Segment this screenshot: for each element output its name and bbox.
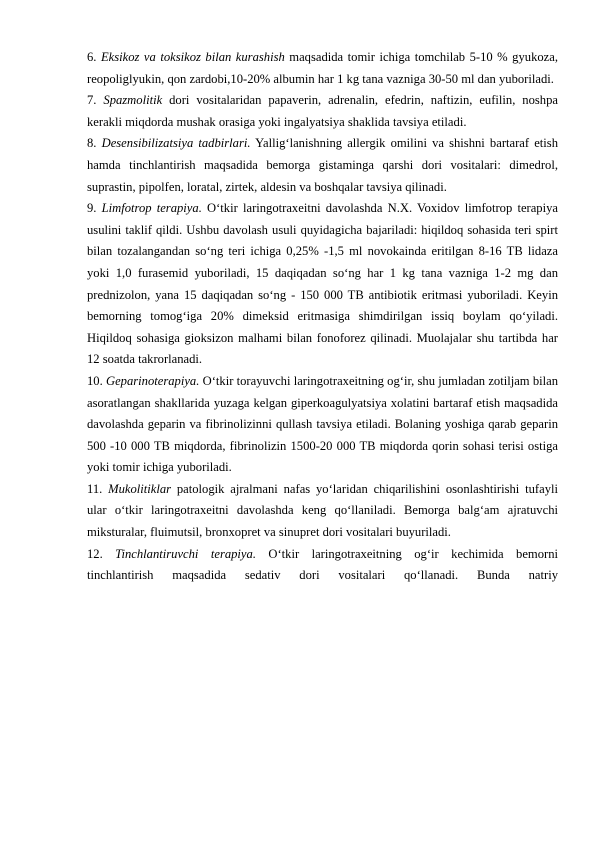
paragraph-number: 10. — [87, 373, 106, 388]
paragraph-11 — [87, 479, 558, 544]
paragraph-text: Yallig‘lanishning allergik omilini va shishni bartaraf etish hamda tinchlantirish maqsadida bemorga gistaminga qarshi dori vositalari: dimedrol, suprastin, pipolfen, loratal, zirtek, aldesin va boshqalar tavsiya qilinadi. — [87, 136, 559, 194]
paragraph-term: Tinchlantiruvchi terapiya. — [115, 546, 256, 561]
paragraph-term: Limfotrop terapiya. — [101, 201, 202, 216]
paragraph-6 — [87, 47, 558, 90]
paragraph-text: dori vositalaridan papaverin, adrenalin, efedrin, naftizin, eufilin, noshpa kerakli miqdorda mushak orasiga yoki ingalyatsiya shaklida tavsiya etiladi. — [87, 93, 558, 129]
paragraph-term: Eksikoz va toksikoz bilan kurashish — [100, 50, 285, 64]
paragraph-number: 6. — [87, 50, 101, 64]
paragraph-number: 7. — [87, 93, 104, 108]
paragraph-text: O‘tkir torayuvchi laringotraxeitning og‘ir, shu jumladan zotiljam bilan asoratlangan shakllarida yuzaga kelgan giperkoagulyatsiya xolatini bartaraf etish maqsadida davolashda geparin va fibrinolizinni qullash tavsiya etiladi. Bolaning yoshiga qarab geparin 500 -10 000 TB miqdorda, fibrinolizin 1500-20 000 TB miqdorda qorin sohasi terisi ostiga yoki tomir ichiga yuboriladi. — [87, 373, 559, 475]
paragraph-text: patologik ajralmani nafas yo‘laridan chiqarilishini osonlashtirishi tufayli ular o‘tkir laringotraxeitni davolashda keng qo‘llaniladi. Bemorga balg‘am ajratuvchi miksturalar, fluimutsil, bronxopret va sinupret dori vositalari buyuriladi. — [87, 481, 558, 540]
paragraph-term: Geparinoterapiya. — [105, 373, 200, 388]
paragraph-text: maqsadida tomir ichiga tomchilab 5-10 % gyukoza, reopoliglyukin, qon zardobi,10-20% albumin har 1 kg tana vazniga 30-50 ml dan yuboriladi. — [87, 50, 558, 86]
paragraph-number: 8. — [87, 136, 102, 151]
paragraph-12 — [87, 544, 558, 587]
paragraph-10 — [87, 371, 558, 479]
paragraph-9 — [87, 198, 558, 371]
paragraph-7 — [87, 90, 558, 133]
paragraph-term: Desensibilizatsiya tadbirlari. — [101, 136, 251, 151]
paragraph-text: O‘tkir laringotraxeitni davolashda N.X. Voxidov limfotrop terapiya usulini taklif qildi. Ushbu davolash usuli quyidagicha bajariladi: hiqildoq sohasida teri spirt bilan tozalangandan so‘ng teri ichiga 0,25% -1,5 ml novokainda eritilgan 8-16 TB lidaza yoki 1,0 furasemid yuboriladi, 15 daqiqadan so‘ng har 1 kg tana vazniga 1-2 mg dan prednizolon, yana 15 daqiqadan so‘ng - 150 000 TB antibiotik eritmasi yuboriladi. Keyin bemorning tomog‘iga 20% dimeksid eritmasiga shimdirilgan issiq boylam qo‘yiladi. Hiqildoq sohasiga gioksizon malhami bilan fonoforez qilinadi. Muolajalar shu tartibda har 12 soatda takrorlanadi. — [87, 201, 558, 367]
paragraph-term: Spazmolitik — [103, 93, 163, 108]
document-page — [87, 47, 558, 587]
paragraph-number: 11. — [87, 481, 109, 496]
paragraph-number: 9. — [87, 201, 102, 216]
paragraph-term: Mukolitiklar — [108, 481, 172, 496]
paragraph-text: O‘tkir laringotraxeitning og‘ir kechimida bemorni tinchlantirish maqsadida sedativ dori vositalari qo‘llanadi. Bunda natriy — [87, 546, 558, 583]
paragraph-8 — [87, 133, 558, 198]
paragraph-number: 12. — [87, 546, 116, 561]
